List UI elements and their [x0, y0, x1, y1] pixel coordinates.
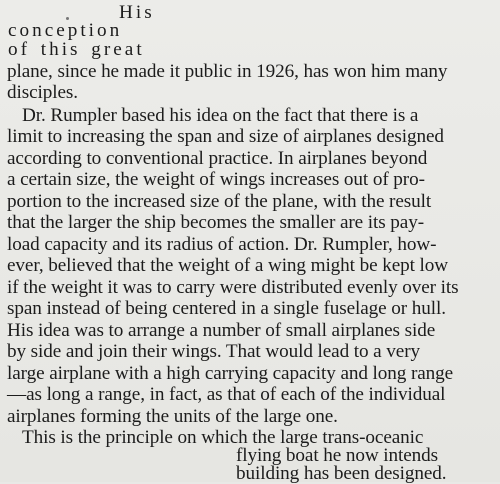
text-line: His — [119, 2, 155, 23]
text-line: building has been designed. — [236, 463, 447, 484]
text-line: of this great — [8, 39, 145, 60]
text-line: plane, since he made it public in 1926, has won him many — [7, 61, 448, 82]
text-line: airplanes forming the units of the large one. — [7, 406, 338, 427]
text-line: conception — [8, 20, 123, 41]
text-line: according to conventional practice. In airplanes beyond — [7, 148, 428, 169]
text-line: that the larger the ship becomes the smaller are its pay- — [7, 212, 424, 233]
text-line: large airplane with a high carrying capacity and long range — [7, 363, 454, 384]
text-line: a certain size, the weight of wings increases out of pro- — [7, 169, 425, 190]
text-line: portion to the increased size of the plane, with the result — [7, 191, 432, 212]
text-line: span instead of being centered in a single fuselage or hull. — [7, 298, 446, 319]
text-line: if the weight it was to carry were distributed evenly over its — [7, 277, 459, 298]
text-line: disciples. — [7, 82, 78, 103]
text-line: limit to increasing the span and size of airplanes designed — [7, 126, 444, 147]
text-line: This is the principle on which the large trans-oceanic — [22, 427, 424, 448]
text-line: Dr. Rumpler based his idea on the fact that there is a — [22, 105, 419, 126]
text-line: flying boat he now intends — [236, 445, 439, 466]
text-line: —as long a range, in fact, as that of each of the individual — [7, 384, 446, 405]
text-line: load capacity and its radius of action. Dr. Rumpler, how- — [7, 234, 437, 255]
text-line: ever, believed that the weight of a wing might be kept low — [7, 255, 449, 276]
text-line: by side and join their wings. That would lead to a very — [7, 341, 420, 362]
text-line: His idea was to arrange a number of small airplanes side — [7, 320, 436, 341]
